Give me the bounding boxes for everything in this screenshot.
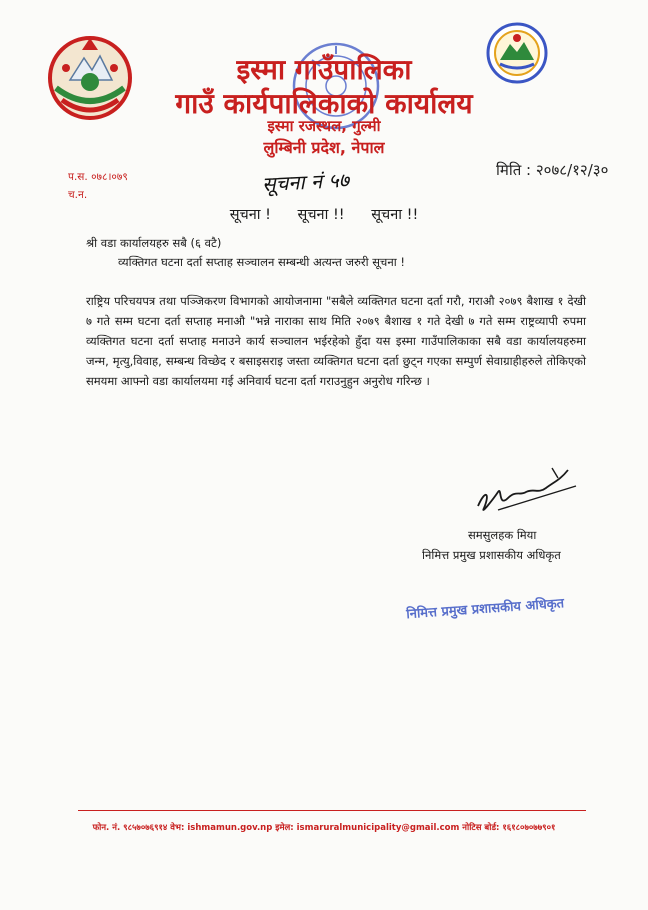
dispatch-number: च.न. — [68, 189, 88, 201]
notice-heading — [0, 204, 648, 224]
municipality-title: इस्मा गाउँपालिका — [236, 53, 412, 86]
notice-body: राष्ट्रिय परिचयपत्र तथा पञ्जिकरण विभागको आयोजनामा "सबैले व्यक्तिगत घटना दर्ता गरौ, गराऔ २०७९ बैशाख १ देखी ७ गते सम्म घटना दर्ता सप्ताह मनाऔ "भन्ने नाराका साथ मिति २०७९ बैशाख १ गते देखी ७ गते सम्म राष्ट्रव्यापी रुपमा व्यक्तिगत घटना दर्ता सप्ताह मनाउने कार्य सञ्चालन भईरहेको हुँदा यस इस्मा गाउँपालिकाका सबै वडा कार्यालयहरुमा जन्म, मृत्यु,विवाह, सम्बन्ध विच्छेद र बसाइसराइ जस्ता व्यक्तिगत घटना दर्ता छुट्न गएका सम्पुर्ण सेवाग्राहीहरुले तोकिएको समयमा आफ्नो वडा कार्यालयमा गई अनिवार्य घटना दर्ता गराउनुहुन अनुरोध गरिन्छ । — [86, 294, 586, 388]
notice-heading-2: सूचना !! — [297, 207, 345, 223]
office-title: गाउँ कार्यपालिकाको कार्यालय — [175, 87, 473, 120]
handwritten-notice-number: सूचना नं ५७ — [261, 167, 350, 197]
subject-line: व्यक्तिगत घटना दर्ता सप्ताह सञ्चालन सम्बन्धी अत्यन्त जरुरी सूचना ! — [118, 255, 405, 269]
handwritten-signature-icon — [468, 458, 586, 520]
designation-stamp-text: निमित्त प्रमुख प्रशासकीय अधिकृत — [405, 596, 565, 623]
reference-number: प.स. ०७८।०७९ — [68, 171, 128, 183]
recipient-line: श्री वडा कार्यालयहरु सबै (६ वटै) — [86, 236, 222, 250]
footer-contact: फोन. नं. ९८५७०७६९१४ वेभ: ishmamun.gov.np इमेल: ismaruralmunicipality@gmail.com नोटिस बोर्ड: १६१८०७०७७९०१ — [92, 823, 556, 833]
province-line: लुम्बिनी प्रदेश, नेपाल — [263, 138, 385, 157]
signatory-title: निमित्त प्रमुख प्रशासकीय अधिकृत — [422, 548, 561, 562]
office-address: इस्मा रजस्थल, गुल्मी — [267, 117, 381, 135]
notice-heading-3: सूचना !! — [371, 207, 419, 223]
letter-date: मिति : २०७८/१२/३० — [496, 161, 609, 179]
signatory-name: समसुलहक मिया — [468, 528, 537, 542]
footer-divider — [78, 810, 586, 811]
notice-heading-1: सूचना ! — [229, 207, 271, 223]
designation-stamp-icon — [403, 588, 588, 625]
